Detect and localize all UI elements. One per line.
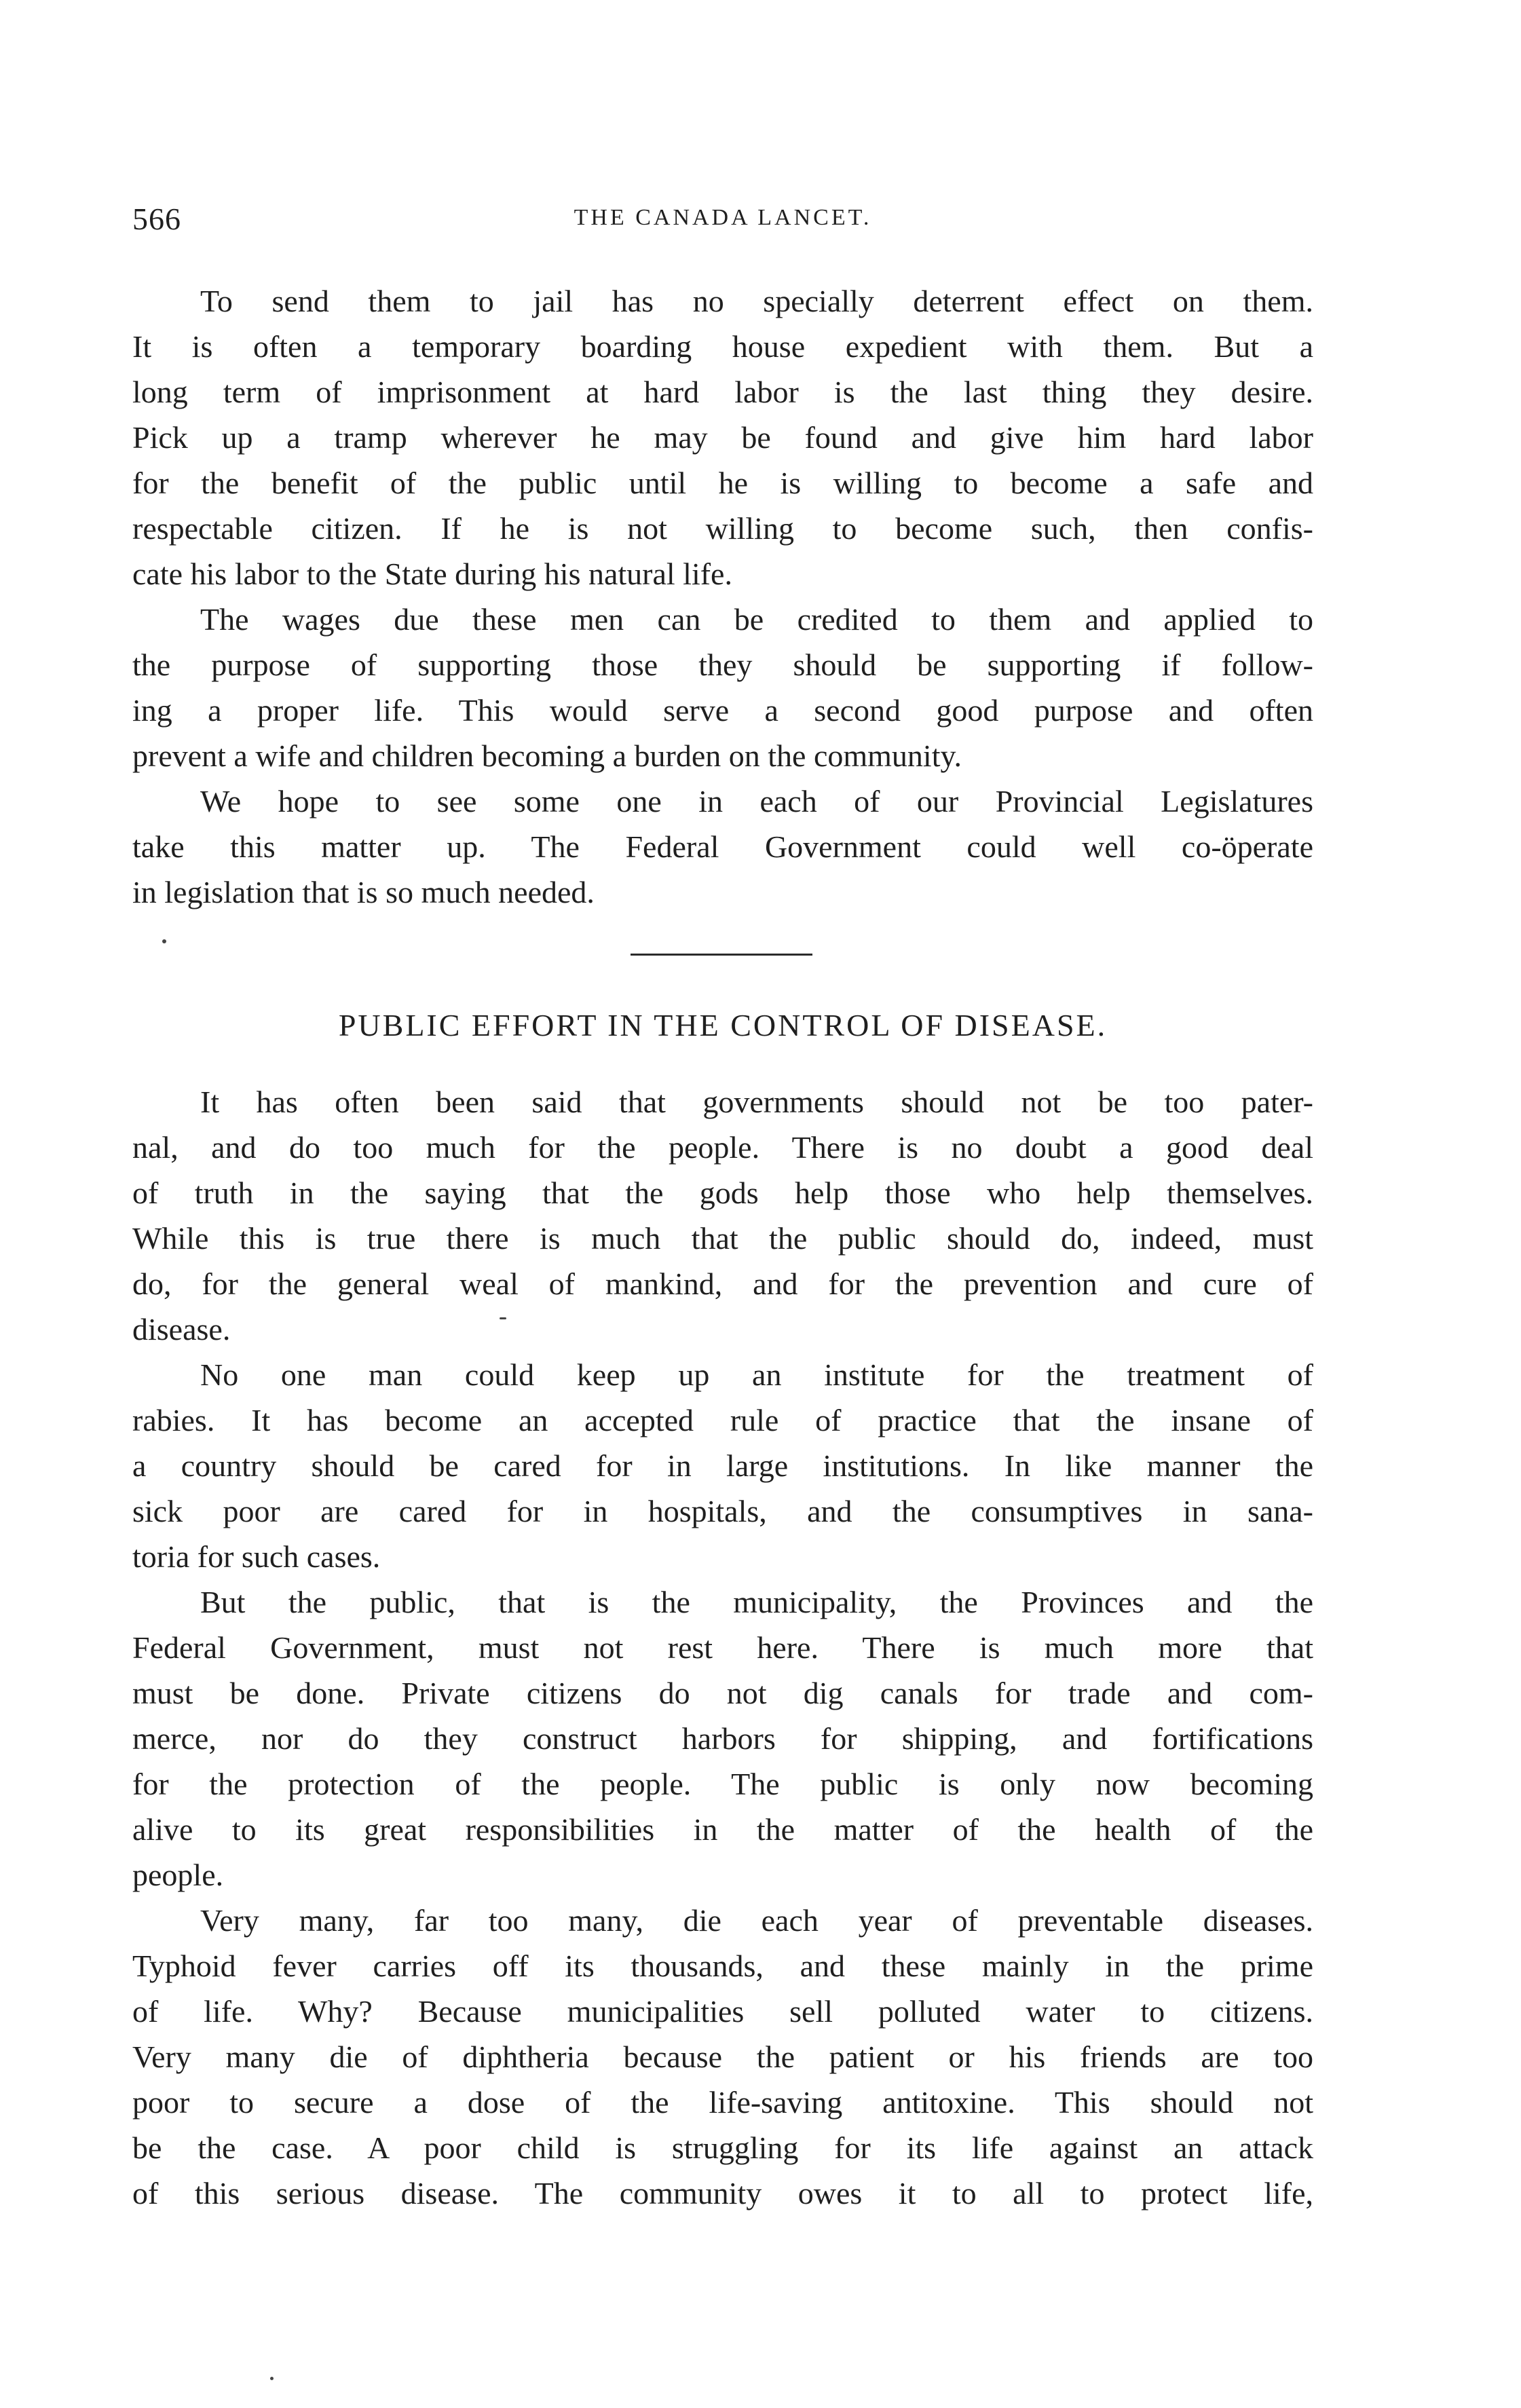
text-line: Pick up a tramp wherever he may be found and give him hard labor bbox=[132, 420, 1313, 455]
journal-title: THE CANADA LANCET. bbox=[574, 205, 872, 230]
section-divider bbox=[631, 954, 812, 956]
text-line: Very many, far too many, die each year of preventable diseases. bbox=[200, 1903, 1313, 1938]
text-line: To send them to jail has no specially deterrent effect on them. bbox=[200, 284, 1313, 318]
text-line: be the case. A poor child is struggling for its life against an attack bbox=[132, 2130, 1313, 2165]
text-line: poor to secure a dose of the life-saving antitoxine. This should not bbox=[132, 2085, 1313, 2120]
text-line: cate his labor to the State during his natural life. bbox=[132, 557, 732, 591]
article-body bbox=[132, 1079, 1313, 2216]
print-speck bbox=[270, 2377, 274, 2380]
text-line: of this serious disease. The community owes it to all to protect life, bbox=[132, 2176, 1313, 2211]
text-line: merce, nor do they construct harbors for shipping, and fortifications bbox=[132, 1721, 1313, 1756]
text-line: take this matter up. The Federal Government could well co-öperate bbox=[132, 829, 1313, 864]
text-line: Typhoid fever carries off its thousands, and these mainly in the prime bbox=[132, 1949, 1313, 1983]
text-line: rabies. It has become an accepted rule of practice that the insane of bbox=[132, 1403, 1313, 1437]
text-line: respectable citizen. If he is not willing to become such, then confis- bbox=[132, 511, 1313, 546]
text-line: the purpose of supporting those they should be supporting if follow- bbox=[132, 647, 1313, 682]
text-line: prevent a wife and children becoming a burden on the community. bbox=[132, 738, 962, 773]
running-head bbox=[132, 201, 1313, 248]
text-line: But the public, that is the municipality, the Provinces and the bbox=[200, 1585, 1313, 1619]
text-line: disease. bbox=[132, 1312, 231, 1347]
text-line: We hope to see some one in each of our Provincial Legislatures bbox=[200, 784, 1313, 819]
print-speck bbox=[162, 939, 166, 943]
text-line: alive to its great responsibilities in the matter of the health of the bbox=[132, 1812, 1313, 1847]
text-line: While this is true there is much that the public should do, indeed, must bbox=[132, 1221, 1313, 1256]
page-number: 566 bbox=[132, 202, 181, 236]
text-line: sick poor are cared for in hospitals, and the consumptives in sana- bbox=[132, 1494, 1313, 1528]
text-line: of life. Why? Because municipalities sell polluted water to citizens. bbox=[132, 1994, 1313, 2029]
text-line: It has often been said that governments should not be too pater- bbox=[200, 1085, 1313, 1119]
text-line: toria for such cases. bbox=[132, 1539, 381, 1574]
text-line: Very many die of diphtheria because the patient or his friends are too bbox=[132, 2039, 1313, 2074]
text-line: must be done. Private citizens do not dig canals for trade and com- bbox=[132, 1676, 1313, 1710]
text-line: for the benefit of the public until he is willing to become a safe and bbox=[132, 466, 1313, 500]
text-line: No one man could keep up an institute for the treatment of bbox=[200, 1357, 1313, 1392]
text-line: The wages due these men can be credited to them and applied to bbox=[200, 602, 1313, 637]
text-line: long term of imprisonment at hard labor is the last thing they desire. bbox=[132, 375, 1313, 409]
text-line: nal, and do too much for the people. There is no doubt a good deal bbox=[132, 1130, 1313, 1165]
section-heading: PUBLIC EFFORT IN THE CONTROL OF DISEASE. bbox=[338, 1008, 1108, 1042]
text-line: people. bbox=[132, 1858, 224, 1892]
text-line: It is often a temporary boarding house expedient with them. But a bbox=[132, 329, 1313, 364]
text-line: Federal Government, must not rest here. There is much more that bbox=[132, 1630, 1313, 1665]
text-line: in legislation that is so much needed. bbox=[132, 875, 595, 909]
print-speck bbox=[500, 1317, 506, 1319]
article-continuation bbox=[132, 278, 1313, 915]
text-line: ing a proper life. This would serve a second good purpose and often bbox=[132, 693, 1313, 728]
text-line: a country should be cared for in large institutions. In like manner the bbox=[132, 1448, 1313, 1483]
text-line: for the protection of the people. The public is only now becoming bbox=[132, 1767, 1313, 1801]
text-line: do, for the general weal of mankind, and for the prevention and cure of bbox=[132, 1266, 1313, 1301]
text-line: of truth in the saying that the gods help those who help themselves. bbox=[132, 1175, 1313, 1210]
